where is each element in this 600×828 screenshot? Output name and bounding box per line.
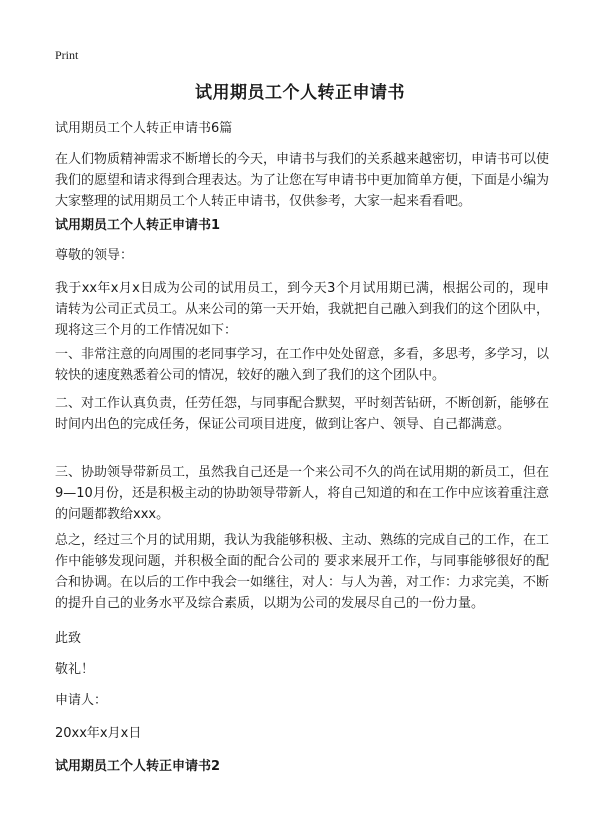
application-date: 20xx年x月x日 bbox=[55, 726, 142, 741]
paragraph-3: 二、对工作认真负责，任劳任怨，与同事配合默契，平时刻苦钻研，不断创新，能够在时间内出色的完成任务，保证公司项目进度，做到让客户、领导、自己都满意。 bbox=[55, 396, 550, 432]
paragraph-2: 一、非常注意的向周围的老同事学习，在工作中处处留意，多看，多思考，多学习，以较快的速度熟悉着公司的情况，较好的融入到了我们的这个团队中。 bbox=[55, 347, 550, 383]
document-title: 试用期员工个人转正申请书 bbox=[195, 83, 405, 103]
section-1-heading: 试用期员工个人转正申请书1 bbox=[55, 218, 221, 233]
paragraph-5: 总之，经过三个月的试用期，我认为我能够积极、主动、熟练的完成自己的工作，在工作中能够发现问题，并积极全面的配合公司的 要求来展开工作，与同事能够很好的配合和协调。在以后的工作中我会一如继往，对人：与人为善，对工作：力求完美，不断的提升自己的业务水平及综合素质，以期为公司的发展尽自己的一份力量。 bbox=[55, 533, 550, 611]
intro-paragraph: 在人们物质精神需求不断增长的今天，申请书与我们的关系越来越密切，申请书可以使我们的愿望和请求得到合理表达。为了让您在写申请书中更加简单方便，下面是小编为大家整理的试用期员工个人转正申请书，仅供参考，大家一起来看看吧。 bbox=[55, 152, 550, 209]
closing-line-2: 敬礼！ bbox=[55, 662, 95, 677]
applicant-label: 申请人： bbox=[55, 693, 108, 708]
section-2-heading: 试用期员工个人转正申请书2 bbox=[55, 759, 221, 774]
paragraph-4: 三、协助领导带新员工，虽然我自己还是一个来公司不久的尚在试用期的新员工，但在9—10月份，还是积极主动的协助领导带新人，将自己知道的和在工作中应该着重注意的问题都教给xxx。 bbox=[55, 465, 550, 522]
closing-line-1: 此致 bbox=[55, 631, 82, 646]
paragraph-1: 我于xx年x月x日成为公司的试用员工，到今天3个月试用期已满，根据公司的，现申请转为公司正式员工。从来公司的第一天开始，我就把自己融入到我们的这个团队中，现将这三个月的工作情况如下： bbox=[55, 281, 550, 338]
document-subtitle: 试用期员工个人转正申请书6篇 bbox=[55, 121, 233, 136]
print-label: Print bbox=[55, 48, 79, 62]
salutation: 尊敬的领导： bbox=[55, 248, 134, 263]
